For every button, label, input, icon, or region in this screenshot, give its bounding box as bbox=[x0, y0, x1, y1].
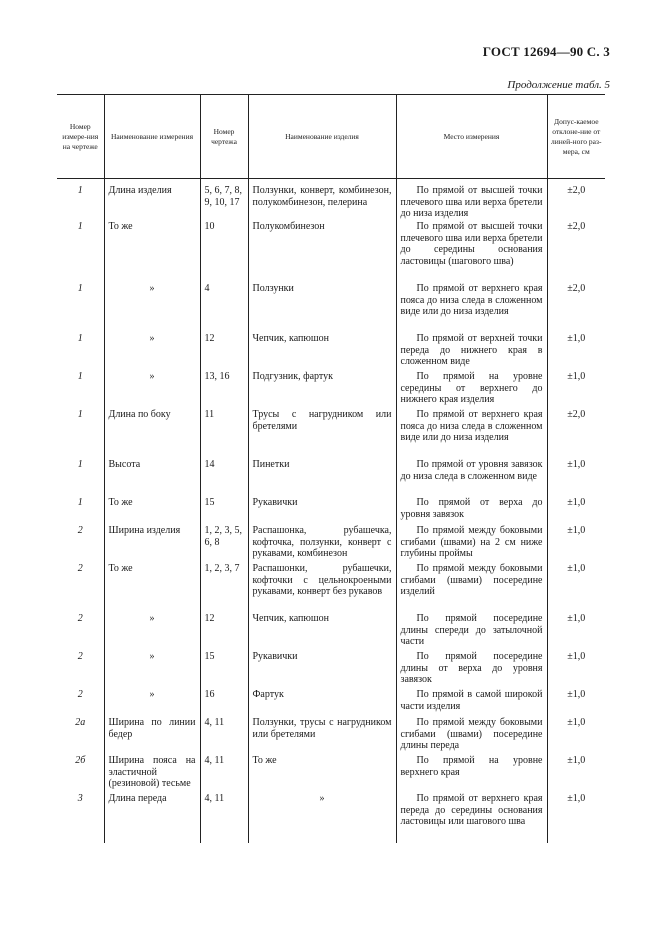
measure-number-cell: 2 bbox=[77, 613, 83, 624]
drawing-number-cell: 10 bbox=[200, 221, 248, 283]
measure-place-cell: По прямой от верхнего края пояса до низа следа в сложенном виде или до низа изделия bbox=[396, 409, 547, 459]
tolerance-cell: ±1,0 bbox=[547, 717, 605, 755]
item-name-cell: Распашонка, рубашечка, кофточка, ползунки, конверт с рукавами, комбинезон bbox=[248, 525, 396, 563]
table-row bbox=[57, 689, 605, 717]
col-header-drawing-number: Номер чертежа bbox=[200, 95, 248, 179]
measure-name-cell: » bbox=[104, 333, 200, 371]
measure-name-cell: Ширина изделия bbox=[104, 525, 200, 563]
item-name-cell: » bbox=[248, 793, 396, 843]
measure-place-cell: По прямой посередине длины от верха до уровня завязок bbox=[396, 651, 547, 689]
drawing-number-cell: 4, 11 bbox=[200, 793, 248, 843]
measure-name-cell: Ширина пояса на эластичной (резиновой) тесьме bbox=[104, 755, 200, 793]
measure-number-cell: 2 bbox=[77, 689, 83, 700]
item-name-cell: Чепчик, капюшон bbox=[248, 333, 396, 371]
measure-number-cell: 1 bbox=[77, 371, 83, 382]
col-header-tolerance: Допус-каемое отклоне-ние от линей-ного раз-мера, см bbox=[547, 95, 605, 179]
col-header-measure-place: Место измерения bbox=[396, 95, 547, 179]
measure-place-cell: По прямой между боковыми сгибами (швами) посередине длины переда bbox=[396, 717, 547, 755]
measure-place-cell: По прямой от верхней точки переда до нижнего края в сложенном виде bbox=[396, 333, 547, 371]
measure-name-cell: » bbox=[104, 613, 200, 651]
col-header-measure-name: Наименование измерения bbox=[104, 95, 200, 179]
table-row bbox=[57, 563, 605, 613]
measure-number-cell: 1 bbox=[77, 283, 83, 294]
table-row bbox=[57, 179, 605, 222]
measure-place-cell: По прямой на уровне верхнего края bbox=[396, 755, 547, 793]
measure-name-cell: » bbox=[104, 651, 200, 689]
measure-name-cell: » bbox=[104, 689, 200, 717]
drawing-number-cell: 5, 6, 7, 8, 9, 10, 17 bbox=[200, 179, 248, 222]
table-row bbox=[57, 651, 605, 689]
drawing-number-cell: 1, 2, 3, 7 bbox=[200, 563, 248, 613]
table-continuation-label: Продолжение табл. 5 bbox=[507, 79, 610, 91]
tolerance-cell: ±2,0 bbox=[547, 283, 605, 333]
measure-number-cell: 2 bbox=[77, 525, 83, 536]
measure-number-cell: 1 bbox=[77, 409, 83, 420]
table-row bbox=[57, 283, 605, 333]
col-header-item-name: Наименование изделия bbox=[248, 95, 396, 179]
measure-place-cell: По прямой посередине длины спереди до затылочной части bbox=[396, 613, 547, 651]
item-name-cell: Пинетки bbox=[248, 459, 396, 497]
table-row bbox=[57, 497, 605, 525]
drawing-number-cell: 4, 11 bbox=[200, 755, 248, 793]
measure-number-cell: 1 bbox=[77, 221, 83, 232]
item-name-cell: То же bbox=[248, 755, 396, 793]
table-body bbox=[57, 179, 605, 844]
tolerance-cell: ±1,0 bbox=[547, 563, 605, 613]
drawing-number-cell: 14 bbox=[200, 459, 248, 497]
tolerance-cell: ±1,0 bbox=[547, 613, 605, 651]
tolerance-cell: ±1,0 bbox=[547, 651, 605, 689]
measure-place-cell: По прямой от высшей точки плечевого шва или верха бретели до середины основания ластовицы (шагового шва) bbox=[396, 221, 547, 283]
item-name-cell: Подгузник, фартук bbox=[248, 371, 396, 409]
item-name-cell: Ползунки, конверт, комбинезон, полукомбинезон, пелерина bbox=[248, 179, 396, 222]
measure-number-cell: 1 bbox=[77, 459, 83, 470]
tolerance-cell: ±1,0 bbox=[547, 459, 605, 497]
measure-name-cell: Ширина по линии бедер bbox=[104, 717, 200, 755]
measure-place-cell: По прямой от высшей точки плечевого шва или верха бретели до низа изделия bbox=[396, 179, 547, 222]
tolerance-cell: ±1,0 bbox=[547, 689, 605, 717]
measure-place-cell: По прямой на уровне середины от верхнего до нижнего края изделия bbox=[396, 371, 547, 409]
measure-name-cell: Длина по боку bbox=[104, 409, 200, 459]
measure-name-cell: То же bbox=[104, 497, 200, 525]
measure-name-cell: Длина изделия bbox=[104, 179, 200, 222]
measure-number-cell: 1 bbox=[77, 497, 83, 508]
drawing-number-cell: 12 bbox=[200, 613, 248, 651]
measure-name-cell: То же bbox=[104, 221, 200, 283]
measure-place-cell: По прямой от верхнего края переда до середины основания ластовицы или шагового шва bbox=[396, 793, 547, 843]
tolerance-cell: ±2,0 bbox=[547, 179, 605, 222]
drawing-number-cell: 16 bbox=[200, 689, 248, 717]
item-name-cell: Распашонки, рубашечки, кофточки с цельнокроеными рукавами, конверт без рукавов bbox=[248, 563, 396, 613]
measure-number-cell: 1 bbox=[77, 185, 83, 196]
measure-number-cell: 2а bbox=[75, 717, 86, 728]
table-row bbox=[57, 409, 605, 459]
table-row bbox=[57, 371, 605, 409]
document-title: ГОСТ 12694—90 С. 3 bbox=[482, 44, 610, 59]
drawing-number-cell: 11 bbox=[200, 409, 248, 459]
col-header-measure-number: Номер измере-ния на чертеже bbox=[57, 95, 104, 179]
table-row bbox=[57, 613, 605, 651]
item-name-cell: Полукомбинезон bbox=[248, 221, 396, 283]
drawing-number-cell: 13, 16 bbox=[200, 371, 248, 409]
table-row bbox=[57, 755, 605, 793]
measure-number-cell: 2б bbox=[75, 755, 86, 766]
measure-name-cell: Высота bbox=[104, 459, 200, 497]
tolerance-cell: ±1,0 bbox=[547, 333, 605, 371]
drawing-number-cell: 4, 11 bbox=[200, 717, 248, 755]
item-name-cell: Рукавички bbox=[248, 497, 396, 525]
measure-number-cell: 2 bbox=[77, 563, 83, 574]
drawing-number-cell: 12 bbox=[200, 333, 248, 371]
measure-name-cell: Длина переда bbox=[104, 793, 200, 843]
measure-number-cell: 3 bbox=[77, 793, 83, 804]
table-header-row bbox=[57, 95, 605, 179]
table-row bbox=[57, 793, 605, 843]
measurements-table bbox=[57, 94, 605, 843]
item-name-cell: Трусы с нагрудником или бретелями bbox=[248, 409, 396, 459]
drawing-number-cell: 1, 2, 3, 5, 6, 8 bbox=[200, 525, 248, 563]
measure-name-cell: » bbox=[104, 283, 200, 333]
table-row bbox=[57, 221, 605, 283]
item-name-cell: Рукавички bbox=[248, 651, 396, 689]
tolerance-cell: ±2,0 bbox=[547, 221, 605, 283]
item-name-cell: Чепчик, капюшон bbox=[248, 613, 396, 651]
measure-name-cell: То же bbox=[104, 563, 200, 613]
table-row bbox=[57, 333, 605, 371]
measure-place-cell: По прямой между боковыми сгибами (швами) посередине изделий bbox=[396, 563, 547, 613]
tolerance-cell: ±1,0 bbox=[547, 525, 605, 563]
measure-number-cell: 2 bbox=[77, 651, 83, 662]
tolerance-cell: ±2,0 bbox=[547, 409, 605, 459]
measure-number-cell: 1 bbox=[77, 333, 83, 344]
item-name-cell: Фартук bbox=[248, 689, 396, 717]
tolerance-cell: ±1,0 bbox=[547, 497, 605, 525]
measure-place-cell: По прямой от верха до уровня завязок bbox=[396, 497, 547, 525]
table-row bbox=[57, 717, 605, 755]
measure-name-cell: » bbox=[104, 371, 200, 409]
tolerance-cell: ±1,0 bbox=[547, 755, 605, 793]
measure-place-cell: По прямой от уровня завязок до низа следа в сложенном виде bbox=[396, 459, 547, 497]
table-row bbox=[57, 459, 605, 497]
table-row bbox=[57, 525, 605, 563]
item-name-cell: Ползунки, трусы с нагрудником или бретелями bbox=[248, 717, 396, 755]
measure-place-cell: По прямой от верхнего края пояса до низа следа в сложенном виде или до низа изделия bbox=[396, 283, 547, 333]
tolerance-cell: ±1,0 bbox=[547, 793, 605, 843]
tolerance-cell: ±1,0 bbox=[547, 371, 605, 409]
drawing-number-cell: 15 bbox=[200, 497, 248, 525]
item-name-cell: Ползунки bbox=[248, 283, 396, 333]
measure-place-cell: По прямой между боковыми сгибами (швами) на 2 см ниже глубины проймы bbox=[396, 525, 547, 563]
drawing-number-cell: 15 bbox=[200, 651, 248, 689]
drawing-number-cell: 4 bbox=[200, 283, 248, 333]
measure-place-cell: По прямой в самой широкой части изделия bbox=[396, 689, 547, 717]
